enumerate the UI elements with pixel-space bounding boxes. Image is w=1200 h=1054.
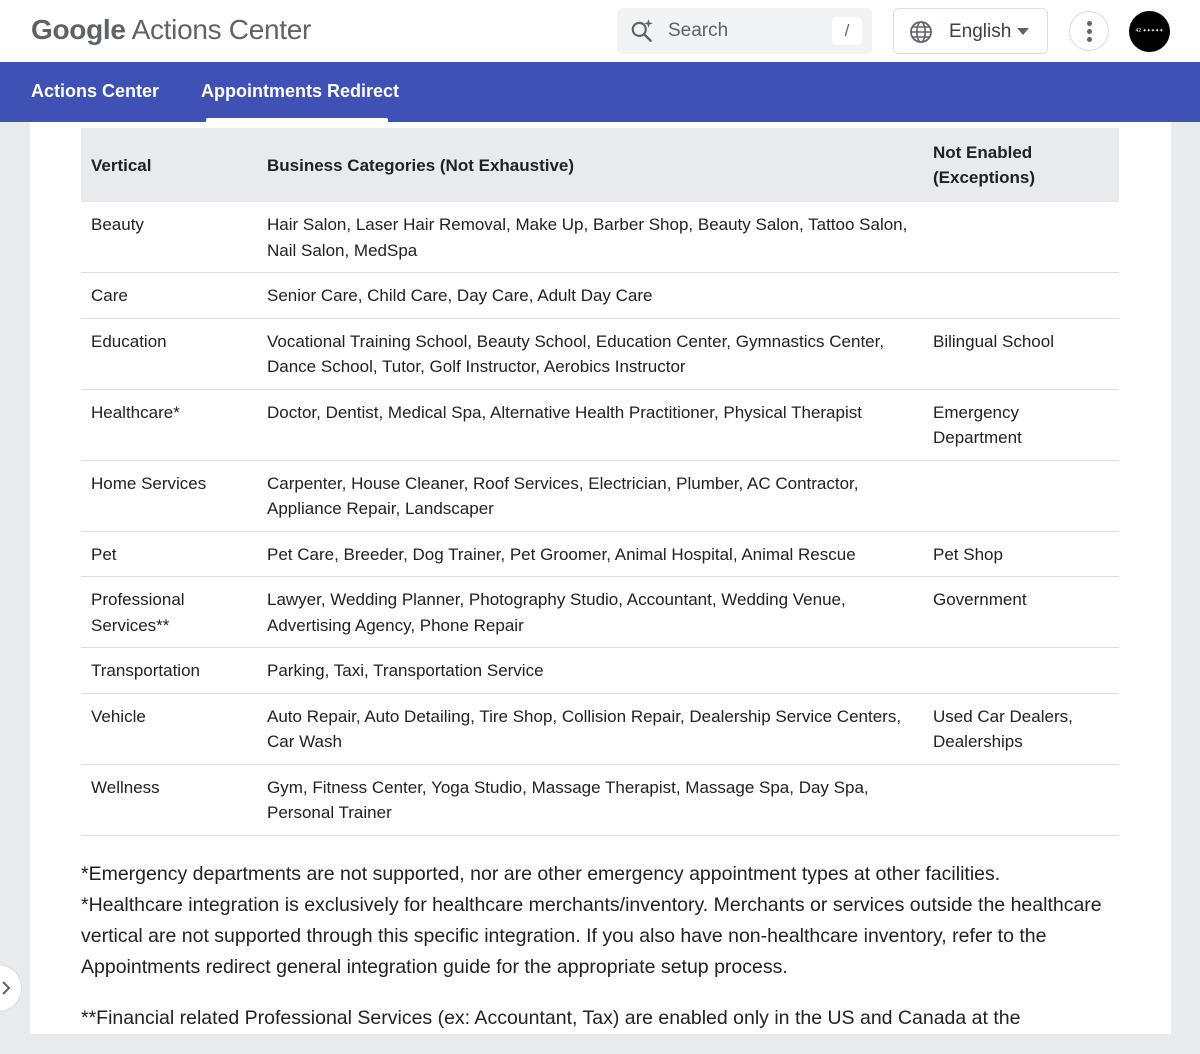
cell-exceptions: [923, 648, 1119, 694]
cell-exceptions: [923, 202, 1119, 273]
table-row: [81, 764, 1119, 835]
cell-categories: Doctor, Dentist, Medical Spa, Alternative Health Practitioner, Physical Therapist: [257, 389, 923, 460]
more-options-button[interactable]: [1069, 11, 1109, 51]
content-card: [30, 122, 1171, 1034]
cell-categories: Senior Care, Child Care, Day Care, Adult Day Care: [257, 273, 923, 319]
search-placeholder: Search: [668, 20, 729, 41]
footnote-financial-text: **Financial related Professional Services (ex: Accountant, Tax) are enabled only in the US and Canada at the: [81, 1007, 1021, 1029]
logo-google: Google: [31, 14, 126, 45]
search-shortcut-key: /: [832, 17, 862, 45]
footnote-emergency-text: *Emergency departments are not supported, nor are other emergency appointment types at other facilities.: [81, 863, 1001, 885]
cell-vertical: Education: [81, 318, 257, 389]
chevron-right-icon: [1, 980, 11, 996]
cell-vertical: Healthcare*: [81, 389, 257, 460]
cell-vertical: Professional Services**: [81, 577, 257, 648]
footnote-healthcare: [81, 859, 1111, 983]
table-row: [81, 202, 1119, 273]
expand-sidebar-button[interactable]: [0, 964, 22, 1012]
cell-exceptions: Emergency Department: [923, 389, 1119, 460]
more-vert-icon: [1087, 21, 1092, 26]
cell-vertical: Transportation: [81, 648, 257, 694]
cell-exceptions: [923, 273, 1119, 319]
cell-categories: Pet Care, Breeder, Dog Trainer, Pet Groomer, Animal Hospital, Animal Rescue: [257, 531, 923, 577]
top-header: [0, 0, 1200, 62]
cell-categories: Lawyer, Wedding Planner, Photography Studio, Accountant, Wedding Venue, Advertising Agency, Phone Repair: [257, 577, 923, 648]
cell-exceptions: [923, 460, 1119, 531]
cell-vertical: Beauty: [81, 202, 257, 273]
table-row: [81, 648, 1119, 694]
header-exceptions: Not Enabled (Exceptions): [923, 128, 1119, 202]
table-row: [81, 389, 1119, 460]
cell-exceptions: Bilingual School: [923, 318, 1119, 389]
globe-icon: [909, 20, 933, 44]
table-row: [81, 693, 1119, 764]
table-row: [81, 273, 1119, 319]
cell-categories: Gym, Fitness Center, Yoga Studio, Massage Therapist, Massage Spa, Day Spa, Personal Trainer: [257, 764, 923, 835]
cell-vertical: Pet: [81, 531, 257, 577]
language-selector[interactable]: [893, 8, 1048, 54]
caret-down-icon: [1017, 28, 1029, 35]
table-row: [81, 460, 1119, 531]
cell-vertical: Wellness: [81, 764, 257, 835]
logo-product: Actions Center: [131, 14, 312, 45]
avatar[interactable]: [1129, 11, 1170, 52]
table-header-row: [81, 128, 1119, 202]
footnotes: [81, 859, 1111, 1054]
cell-vertical: Vehicle: [81, 693, 257, 764]
cell-categories: Carpenter, House Cleaner, Roof Services, Electrician, Plumber, AC Contractor, Appliance Repair, Landscaper: [257, 460, 923, 531]
table-row: [81, 318, 1119, 389]
footnote-financial: [81, 1003, 1111, 1034]
search-spark-icon: [629, 18, 655, 44]
tab-actions-center[interactable]: Actions Center: [31, 81, 160, 101]
cell-categories: Parking, Taxi, Transportation Service: [257, 648, 923, 694]
cell-exceptions: [923, 764, 1119, 835]
table-row: [81, 531, 1119, 577]
language-label: English: [949, 21, 1012, 42]
cell-exceptions: Pet Shop: [923, 531, 1119, 577]
cell-categories: Auto Repair, Auto Detailing, Tire Shop, Collision Repair, Dealership Service Centers, Car Wash: [257, 693, 923, 764]
cell-categories: Hair Salon, Laser Hair Removal, Make Up, Barber Shop, Beauty Salon, Tattoo Salon, Nail Salon, MedSpa: [257, 202, 923, 273]
verticals-table: [81, 128, 1119, 836]
nav-bar: [0, 62, 1200, 122]
cell-vertical: Home Services: [81, 460, 257, 531]
header-categories: Business Categories (Not Exhaustive): [257, 128, 923, 202]
cell-categories: Vocational Training School, Beauty School, Education Center, Gymnastics Center, Dance School, Tutor, Golf Instructor, Aerobics Instructor: [257, 318, 923, 389]
cell-exceptions: Used Car Dealers, Dealerships: [923, 693, 1119, 764]
table-row: [81, 577, 1119, 648]
tab-appointments-redirect[interactable]: Appointments Redirect: [201, 81, 400, 101]
site-logo[interactable]: [31, 14, 311, 46]
cell-exceptions: Government: [923, 577, 1119, 648]
more-vert-dot: [1087, 29, 1092, 34]
avatar-text: 42 ✦✦✦✦✦: [1135, 28, 1164, 34]
footnote-healthcare-text: *Healthcare integration is exclusively for healthcare merchants/inventory. Merchants or services outside the healthcare vertical are not supported through this specific integration. If you also have non-healthcare inventory, refer to the Appointments redirect general integration guide for the appropriate setup process.: [81, 894, 1102, 978]
more-vert-dot: [1087, 37, 1092, 42]
cell-vertical: Care: [81, 273, 257, 319]
search-box[interactable]: [617, 8, 872, 54]
header-vertical: Vertical: [81, 128, 257, 202]
